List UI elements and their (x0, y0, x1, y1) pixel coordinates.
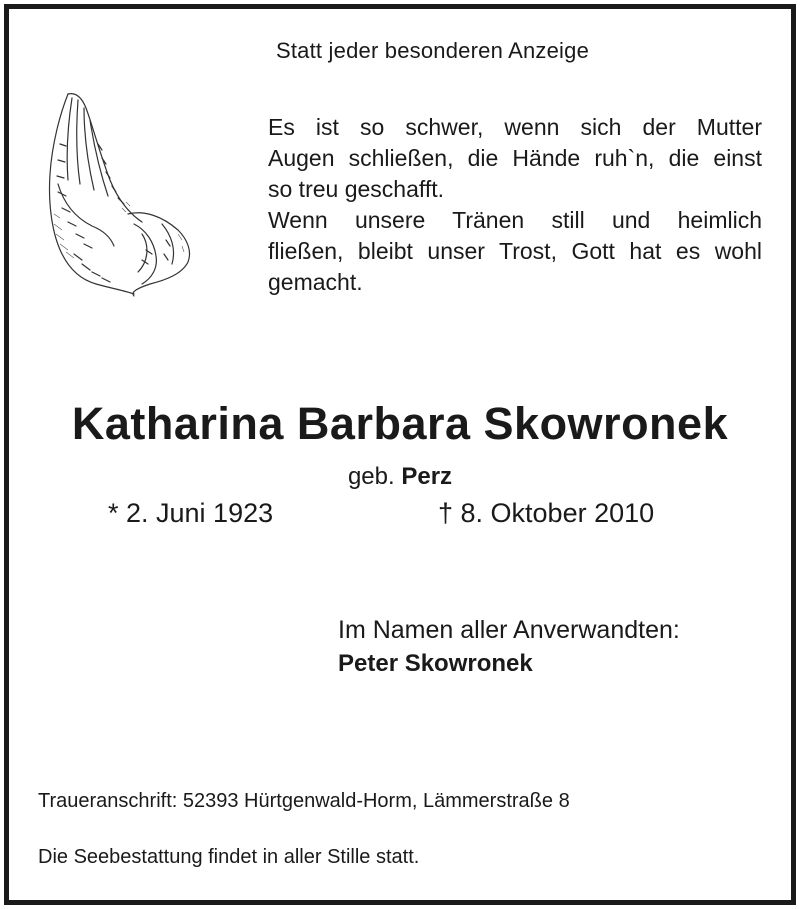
poem-line: gemacht. (268, 269, 363, 295)
death-date: † 8. Oktober 2010 (438, 498, 655, 528)
poem (268, 112, 762, 298)
signer-name: Peter Skowronek (338, 650, 533, 677)
praying-hands-icon (38, 84, 198, 304)
poem-line: Wenn unsere Tränen still und heimlich (268, 207, 762, 233)
birth-date: * 2. Juni 1923 (108, 498, 274, 528)
maiden-prefix: geb. (347, 463, 395, 490)
poem-line: Augen schließen, die Hände ruh`n, die einst (268, 145, 762, 171)
maiden-name-line (0, 463, 800, 491)
header-line: Statt jeder besonderen Anzeige (276, 38, 590, 63)
burial-note: Die Seebestattung findet in aller Stille statt. (38, 846, 420, 868)
poem-line: fließen, bleibt unser Trost, Gott hat es wohl (268, 238, 762, 264)
poem-line: Es ist so schwer, wenn sich der Mutter (268, 114, 762, 140)
mourning-address: Traueranschrift: 52393 Hürtgenwald-Horm, Lämmerstraße 8 (38, 790, 570, 812)
relatives-line: Im Namen aller Anverwandten: (338, 616, 680, 644)
poem-line: so treu geschafft. (268, 176, 445, 202)
deceased-name: Katharina Barbara Skowronek (71, 398, 729, 449)
maiden-name: Perz (401, 463, 453, 490)
